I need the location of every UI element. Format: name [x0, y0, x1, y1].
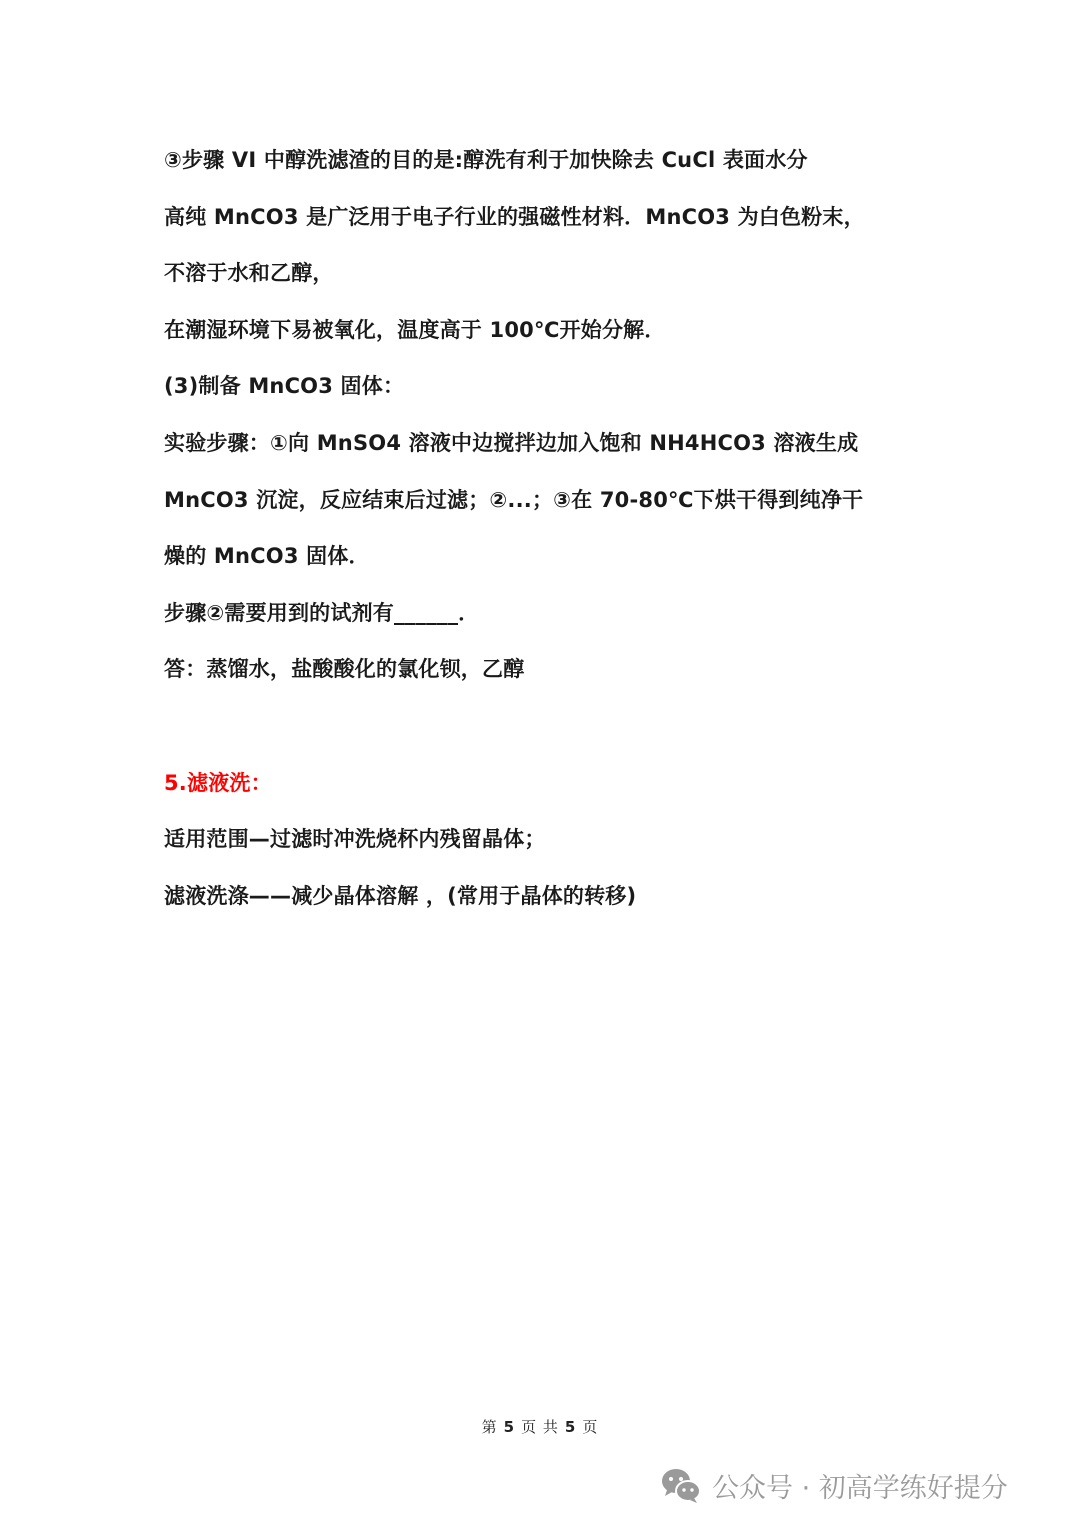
footer-page-number: 5	[503, 1418, 516, 1436]
text-line-2: 高纯 MnCO3 是广泛用于电子行业的强磁性材料．MnCO3 为白色粉末，	[164, 205, 865, 229]
footer-total-pages: 5	[564, 1418, 577, 1436]
text-line-5: (3)制备 MnCO3 固体：	[164, 374, 405, 398]
text-line-6: 实验步骤：①向 MnSO4 溶液中边搅拌边加入饱和 NH4HCO3 溶液生成	[164, 431, 859, 455]
watermark-text: 公众号 · 初高学练好提分	[712, 1472, 1008, 1504]
text-line-7: MnCO3 沉淀，反应结束后过滤；②...；③在 70-80℃下烘干得到纯净干	[164, 488, 864, 512]
text-line-1: ③步骤 VI 中醇洗滤渣的目的是:醇洗有利于加快除去 CuCl 表面水分	[164, 148, 808, 172]
footer-middle: 页 共	[521, 1418, 559, 1436]
answer-line: 答：蒸馏水，盐酸酸化的氯化钡，乙醇	[164, 657, 525, 681]
section-heading: 5.滤液洗：	[164, 771, 272, 795]
section-line-2: 滤液洗涤——减少晶体溶解 ，(常用于晶体的转移)	[164, 884, 637, 908]
watermark	[660, 1462, 1008, 1508]
text-line-8: 燥的 MnCO3 固体．	[164, 544, 370, 568]
text-line-3: 不溶于水和乙醇，	[164, 261, 334, 285]
wechat-icon	[660, 1465, 702, 1505]
text-line-4: 在潮湿环境下易被氧化，温度高于 100℃开始分解．	[164, 318, 666, 342]
footer-suffix: 页	[582, 1418, 599, 1436]
text-line-9: 步骤②需要用到的试剂有______．	[164, 601, 480, 625]
page-footer	[0, 1416, 1080, 1437]
section-line-1: 适用范围—过滤时冲洗烧杯内残留晶体；	[164, 827, 546, 851]
footer-prefix: 第	[481, 1418, 498, 1436]
